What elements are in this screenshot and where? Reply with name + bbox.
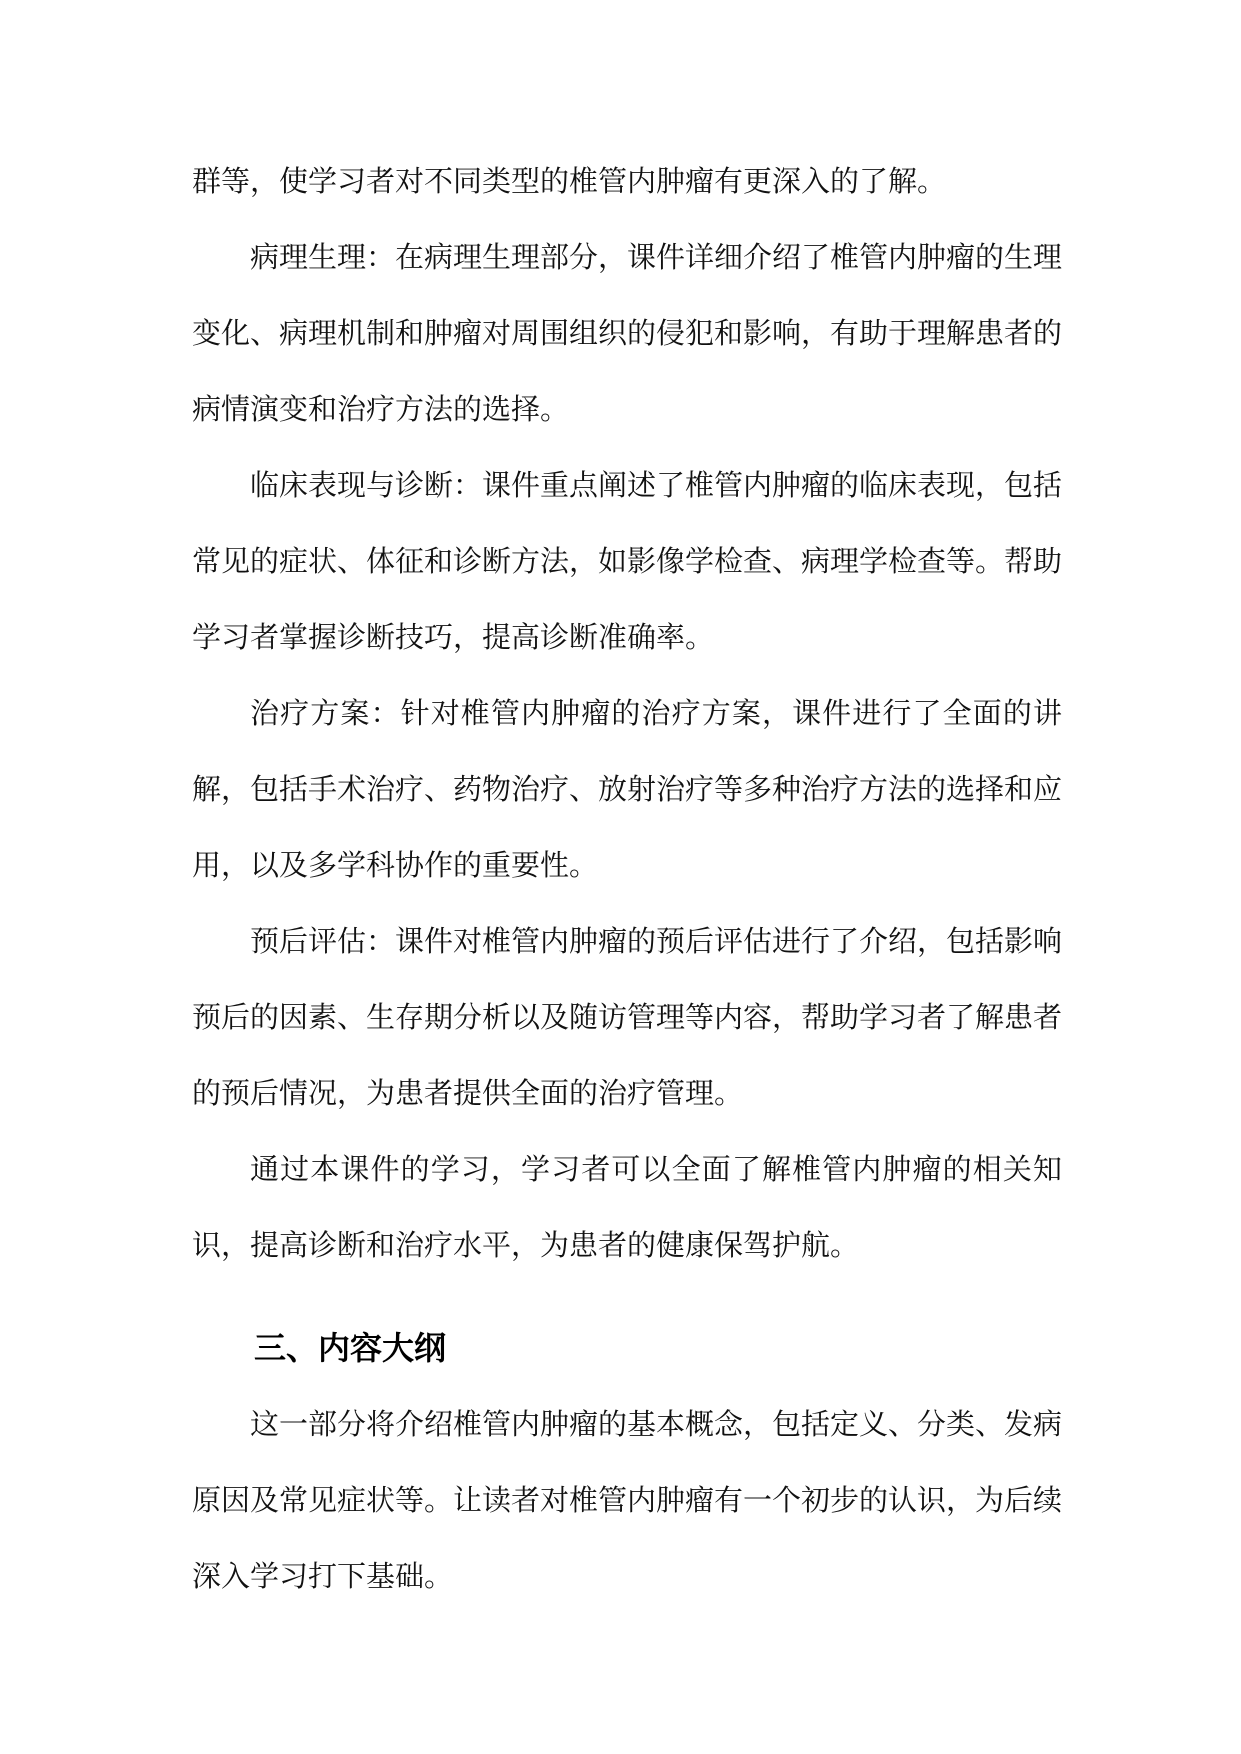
paragraph-prognosis: 预后评估：课件对椎管内肿瘤的预后评估进行了介绍，包括影响预后的因素、生存期分析以及随访管理等内容，帮助学习者了解患者的预后情况，为患者提供全面的治疗管理。 — [192, 924, 1063, 1110]
document-body — [192, 143, 1062, 1614]
paragraph-clinical-diagnosis: 临床表现与诊断：课件重点阐述了椎管内肿瘤的临床表现，包括常见的症状、体征和诊断方法，如影像学检查、病理学检查等。帮助学习者掌握诊断技巧，提高诊断准确率。 — [192, 468, 1063, 654]
paragraph-summary: 通过本课件的学习，学习者可以全面了解椎管内肿瘤的相关知识，提高诊断和治疗水平，为患者的健康保驾护航。 — [192, 1152, 1062, 1262]
paragraph-treatment-plan: 治疗方案：针对椎管内肿瘤的治疗方案，课件进行了全面的讲解，包括手术治疗、药物治疗、放射治疗等多种治疗方法的选择和应用，以及多学科协作的重要性。 — [192, 696, 1063, 882]
section-heading: 三、内容大纲 — [254, 1329, 447, 1367]
paragraph-continuation: 群等，使学习者对不同类型的椎管内肿瘤有更深入的了解。 — [192, 164, 947, 198]
paragraph-pathophysiology: 病理生理：在病理生理部分，课件详细介绍了椎管内肿瘤的生理变化、病理机制和肿瘤对周围组织的侵犯和影响，有助于理解患者的病情演变和治疗方法的选择。 — [192, 240, 1063, 426]
paragraph-outline-intro: 这一部分将介绍椎管内肿瘤的基本概念，包括定义、分类、发病原因及常见症状等。让读者对椎管内肿瘤有一个初步的认识，为后续深入学习打下基础。 — [192, 1407, 1063, 1593]
